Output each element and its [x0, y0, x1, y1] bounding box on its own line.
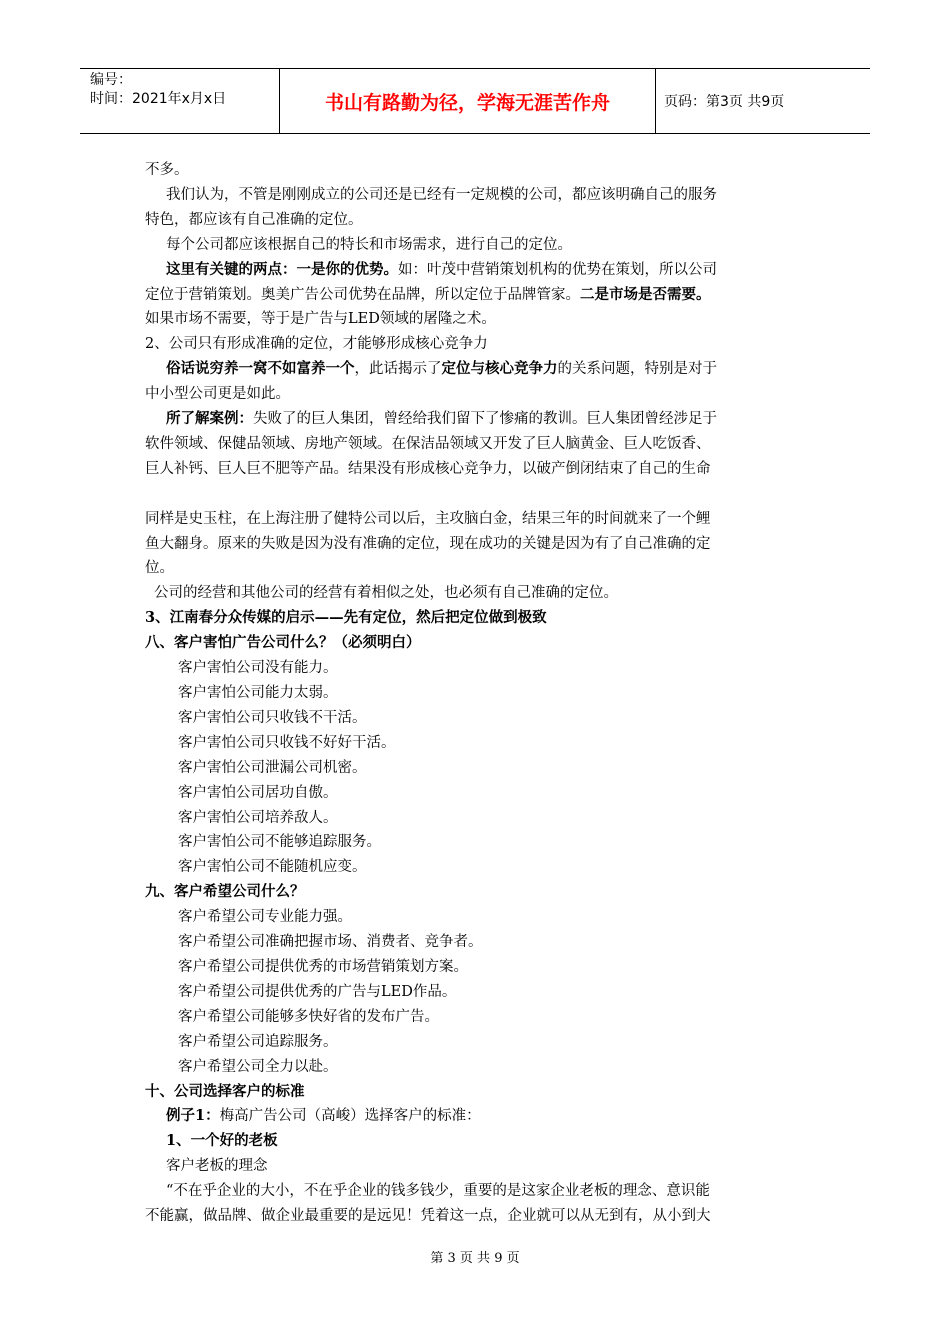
list-item: 客户希望公司追踪服务。	[178, 1033, 338, 1050]
bold-phrase: 二是市场是否需要。	[580, 285, 711, 303]
paragraph-line: 特色，都应该有自己准确的定位。	[145, 211, 363, 228]
paragraph-line: 软件领域、保健品领域、房地产领域。在保洁品领域又开发了巨人脑黄金、巨人吃饭香、	[145, 435, 711, 452]
blank-line	[145, 482, 810, 507]
list-item: 客户希望公司能够多快好省的发布广告。	[178, 1008, 439, 1025]
list-item: 客户害怕公司不能随机应变。	[178, 859, 367, 876]
list-item: 客户希望公司提供优秀的市场营销策划方案。	[178, 958, 468, 975]
paragraph-line: 位。	[145, 560, 174, 577]
bold-phrase: 这里有关键的两点：一是你的优势。	[166, 260, 398, 278]
text-run: 定位于营销策划。奥美广告公司优势在品牌，所以定位于品牌管家。	[145, 286, 580, 303]
paragraph-line	[145, 357, 810, 382]
list-item: 客户害怕公司没有能力。	[178, 660, 338, 677]
section-heading	[145, 606, 810, 631]
bold-phrase: 九、客户希望公司什么？	[145, 883, 305, 901]
list-item: 客户害怕公司只收钱不好好干活。	[178, 734, 396, 751]
list-item: 客户希望公司全力以赴。	[178, 1058, 338, 1075]
bold-phrase: 定位与核心竞争力	[441, 360, 558, 378]
doc-number-label: 编号：	[90, 72, 132, 88]
bold-phrase: 3、江南春分众传媒的启示——先有定位，然后把定位做到极致	[145, 609, 547, 627]
text-run: 的关系问题，特别是对于	[557, 361, 717, 378]
list-item: 客户希望公司准确把握市场、消费者、竞争者。	[178, 934, 483, 951]
list-item: 客户害怕公司只收钱不干活。	[178, 709, 367, 726]
document-body	[145, 158, 810, 1229]
paragraph-line: 我们认为，不管是刚刚成立的公司还是已经有一定规模的公司，都应该明确自己的服务	[166, 186, 717, 203]
paragraph-line: 公司的经营和其他公司的经营有着相似之处，也必须有自己准确的定位。	[154, 585, 618, 602]
bold-phrase: 十、公司选择客户的标准	[145, 1082, 305, 1100]
paragraph-line	[145, 1104, 810, 1129]
paragraph-line: 中小型公司更是如此。	[145, 386, 290, 403]
list-item: 客户害怕公司居功自傲。	[178, 784, 338, 801]
header-page-number: 页码：第3页 共9页	[664, 94, 785, 110]
chapter-heading	[145, 1080, 810, 1105]
bold-phrase: 所了解案例：	[166, 410, 253, 428]
chapter-heading	[145, 631, 810, 656]
paragraph-line: 不多。	[145, 162, 189, 178]
paragraph-line: 同样是史玉柱，在上海注册了健特公司以后，主攻脑白金，结果三年的时间就来了一个鲤	[145, 510, 711, 527]
paragraph-line	[145, 258, 810, 283]
paragraph-line: 巨人补钙、巨人巨不肥等产品。结果没有形成核心竞争力，以破产倒闭结束了自己的生命	[145, 460, 711, 477]
section-heading: 2、公司只有形成准确的定位，才能够形成核心竞争力	[145, 336, 488, 353]
paragraph-line: 客户老板的理念	[166, 1158, 268, 1175]
paragraph-line: 每个公司都应该根据自己的特长和市场需求，进行自己的定位。	[166, 236, 572, 253]
text-run: ，此话揭示了	[354, 361, 442, 378]
paragraph-line: “不在乎企业的大小，不在乎企业的钱多钱少，重要的是这家企业老板的理念、意识能	[166, 1183, 710, 1200]
bold-phrase: 俗话说穷养一窝不如富养一个	[166, 360, 355, 378]
text-run: 梅高广告公司（高峻）选择客户的标准：	[219, 1108, 481, 1125]
list-item: 客户害怕公司不能够追踪服务。	[178, 834, 381, 851]
bold-phrase: 1、一个好的老板	[166, 1132, 278, 1150]
paragraph-line	[145, 283, 810, 308]
text-run: 失败了的巨人集团，曾经给我们留下了惨痛的教训。巨人集团曾经涉足于	[253, 411, 717, 428]
list-item: 客户害怕公司泄漏公司机密。	[178, 759, 367, 776]
header-motto: 书山有路勤为径，学海无涯苦作舟	[280, 69, 656, 133]
header-meta	[80, 69, 280, 133]
text-run: 如：叶茂中营销策划机构的优势在策划，所以公司	[398, 261, 717, 278]
list-item: 客户害怕公司培养敌人。	[178, 809, 338, 826]
paragraph-line: 如果市场不需要，等于是广告与LED领域的屠隆之术。	[145, 311, 496, 328]
list-item: 客户害怕公司能力太弱。	[178, 685, 338, 702]
paragraph-line: 不能赢，做品牌、做企业最重要的是远见！凭着这一点，企业就可以从无到有，从小到大	[145, 1208, 711, 1225]
doc-date-label: 时间：2021年x月x日	[90, 91, 227, 107]
page-header	[80, 68, 870, 134]
page-footer: 第 3 页 共 9 页	[430, 1251, 520, 1266]
list-item: 客户希望公司专业能力强。	[178, 909, 352, 926]
chapter-heading	[145, 880, 810, 905]
list-item: 客户希望公司提供优秀的广告与LED作品。	[178, 983, 457, 1000]
paragraph-line	[145, 407, 810, 432]
bold-phrase: 八、客户害怕广告公司什么？（必须明白）	[145, 634, 421, 652]
subsection-heading	[145, 1129, 810, 1154]
bold-phrase: 例子1：	[166, 1107, 220, 1125]
paragraph-line: 鱼大翻身。原来的失败是因为没有准确的定位，现在成功的关键是因为有了自己准确的定	[145, 535, 711, 552]
